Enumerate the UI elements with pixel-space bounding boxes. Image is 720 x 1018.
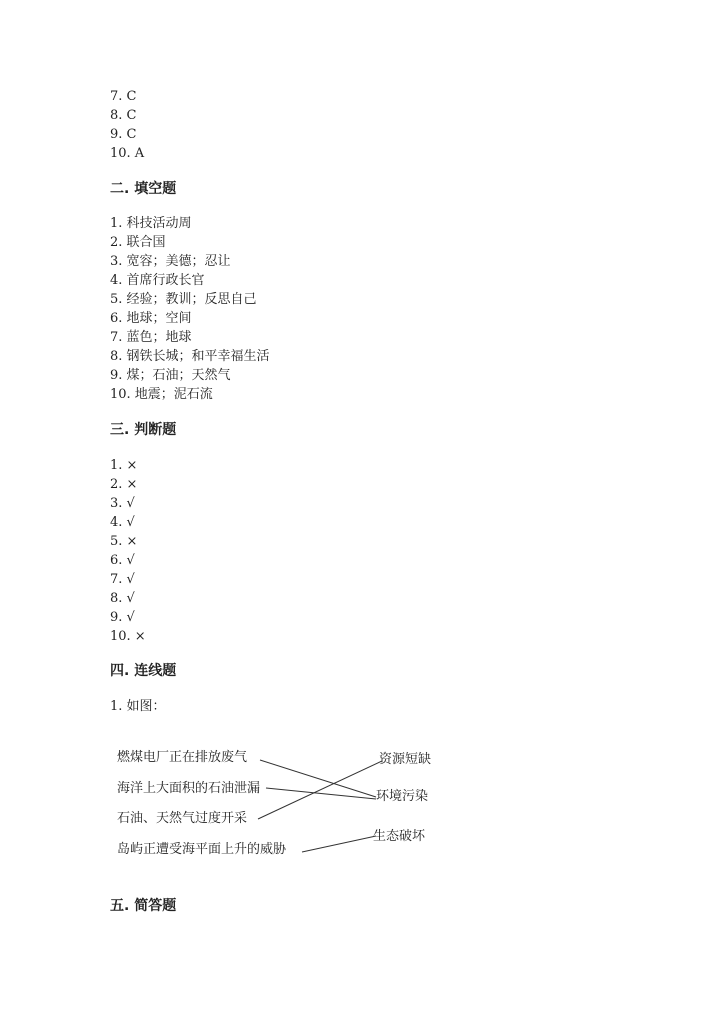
match-left-item: 石油、天然气过度开采 <box>117 811 248 826</box>
answer-line: 4. 首席行政长官 <box>110 273 205 288</box>
answer-line: 10. A <box>110 146 145 161</box>
answer-line: 8. C <box>110 108 137 123</box>
match-line <box>258 761 382 819</box>
answer-line: 2. 联合国 <box>110 235 166 250</box>
answer-line: 7. C <box>110 89 137 104</box>
answer-line: 8. 钢铁长城；和平幸福生活 <box>110 349 270 364</box>
match-left-item: 岛屿正遭受海平面上升的威胁 <box>117 842 287 857</box>
section-title-matching: 四. 连线题 <box>110 663 177 679</box>
answer-line: 9. 煤；石油；天然气 <box>110 368 231 383</box>
answer-line: 6. √ <box>110 553 135 568</box>
answer-line: 10. × <box>110 629 146 644</box>
answer-line: 5. 经验；教训；反思自己 <box>110 292 257 307</box>
answer-line: 10. 地震；泥石流 <box>110 387 213 402</box>
match-right-item: 生态破坏 <box>373 829 426 844</box>
matching-intro: 1. 如图： <box>110 699 166 714</box>
answer-line: 5. × <box>110 534 138 549</box>
answer-line: 6. 地球；空间 <box>110 311 192 326</box>
match-left-item: 海洋上大面积的石油泄漏 <box>117 781 261 796</box>
answer-line: 3. √ <box>110 496 135 511</box>
answer-line: 7. √ <box>110 572 135 587</box>
answer-line: 8. √ <box>110 591 135 606</box>
answer-line: 2. × <box>110 477 138 492</box>
match-right-item: 环境污染 <box>376 789 429 804</box>
answer-line: 9. √ <box>110 610 135 625</box>
match-right-item: 资源短缺 <box>379 752 432 767</box>
match-left-item: 燃煤电厂正在排放废气 <box>117 750 248 765</box>
answer-line: 1. × <box>110 458 138 473</box>
answer-line: 9. C <box>110 127 137 142</box>
section-title-short-answer: 五. 简答题 <box>110 898 177 914</box>
answer-line: 3. 宽容；美德；忍让 <box>110 254 231 269</box>
answer-line: 7. 蓝色；地球 <box>110 330 192 345</box>
match-line <box>302 836 376 852</box>
answer-line: 4. √ <box>110 515 135 530</box>
answer-line: 1. 科技活动周 <box>110 216 192 231</box>
section-title-fill-blank: 二. 填空题 <box>110 181 177 197</box>
section-title-true-false: 三. 判断题 <box>110 422 177 438</box>
